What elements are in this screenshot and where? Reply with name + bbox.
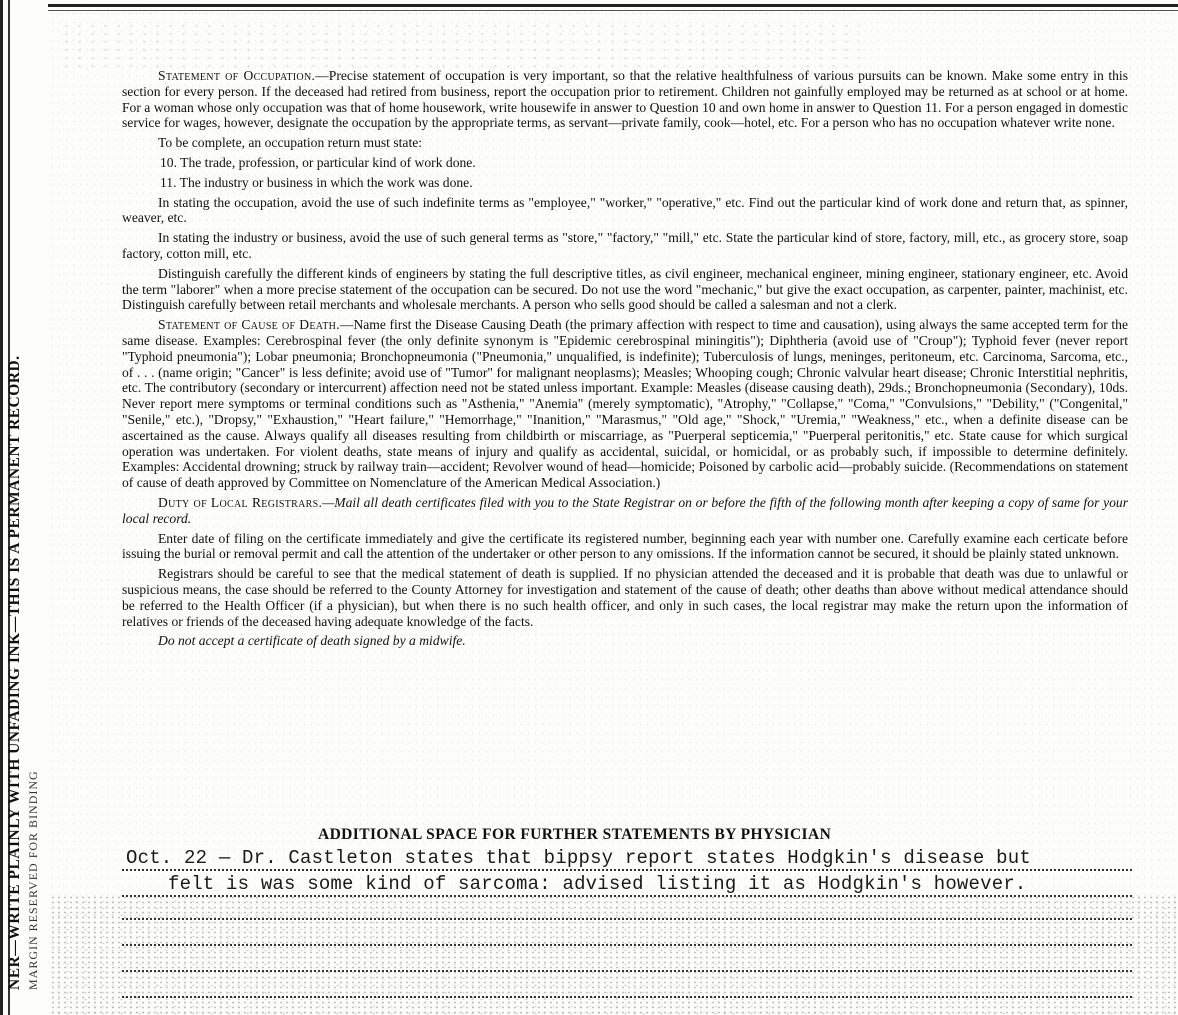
statement-rule-6 xyxy=(122,996,1132,998)
statement-rule-1 xyxy=(122,869,1132,871)
physician-section-heading: ADDITIONAL SPACE FOR FURTHER STATEMENTS BY PHYSICIAN xyxy=(318,826,832,843)
cause-heading: Statement of Cause of Death. xyxy=(158,317,340,333)
registrars-paragraph-1 xyxy=(122,495,1128,527)
scan-smudge xyxy=(60,22,860,67)
occupation-paragraph-4: In stating the industry or business, avoid the use of such general terms as "store," "factory," "mill," etc. State the particular kind of store, factory, mill, etc., as grocery store, soap factory, cotton mill, etc. xyxy=(122,230,1128,261)
occupation-paragraph-2: To be complete, an occupation return must state: xyxy=(158,135,423,151)
occupation-item-10: 10. The trade, profession, or particular kind of work done. xyxy=(160,154,476,170)
registrars-paragraph-3: Registrars should be careful to see that the medical statement of death is supplied. If no physician attended the deceased and it is probable that death was due to unlawful or suspicious means, the case should be referred to the County Attorney for investigation and statement of the cause of death; other deaths than above without medical attendance should be referred to the Health Officer (if a physician), but when there is no such health officer, and only in such cases, the local registrar may make the return upon the information of relatives or friends of the deceased having adequate knowledge of the facts. xyxy=(122,566,1128,629)
permanent-record-notice: NER—WRITE PLAINLY WITH UNFADING INK—THIS IS A PERMANENT RECORD. xyxy=(6,355,23,990)
registrars-paragraph-2: Enter date of filing on the certificate immediately and give the certificate its registered number, beginning each year with number one. Carefully examine each certicate before issuing the burial or removal permit and call the attention of the undertaker or other person to any omissions. If the information cannot be secured, it should be plainly stated unknown. xyxy=(122,530,1128,562)
registrars-heading: Duty of Local Registrars. xyxy=(158,494,323,510)
occupation-paragraph-3: In stating the occupation, avoid the use of such indefinite terms as "employee," "worker," "operative," etc. Find out the particular kind of work done and return that, as spinner, weaver, etc. xyxy=(122,194,1128,226)
cause-paragraph xyxy=(122,317,1128,491)
occupation-text-1: —Precise statement of occupation is very important, so that the relative healthfulness of various pursuits can be known. Make some entry in this section for every person. If the deceased had retired from business, report the occupation prior to retirement. Children not gainfully employed may be returned as at school or at home. For a woman whose only occupation was that of home housework, write housewife in answer to Question 10 and own home in answer to Question 11. For a person engaged in domestic service for wages, however, designate the occupation by the appropriate terms, as servant—private family, cook—hotel, etc. For a person who has no occupation whatever write none. xyxy=(122,68,1128,131)
instructions-body xyxy=(122,68,1128,653)
midwife-note xyxy=(122,633,1128,649)
registrars-text-1: —Mail all death certificates filed with you to the State Registrar on or before the fifth of the following month after keeping a copy of same for your local record. xyxy=(122,494,1128,526)
physician-statement-line-1: Oct. 22 — Dr. Castleton states that bippsy report states Hodgkin's disease but xyxy=(126,847,1031,869)
occupation-paragraph-5: Distinguish carefully the different kinds of engineers by stating the full descriptive titles, as civil engineer, mechanical engineer, mining engineer, stationary engineer, etc. Avoid the term "laborer" when a more precise statement of the occupation can be secured. Do not use the word "mechanic," but give the exact occupation, as carpenter, painter, machinist, etc. Distinguish carefully between retail merchants and wholesale merchants. A person who sells good should be called a salesman and not a clerk. xyxy=(122,265,1128,313)
statement-rule-2 xyxy=(122,895,1132,897)
statement-rule-5 xyxy=(122,970,1132,972)
occupation-heading: Statement of Occupation. xyxy=(158,68,316,83)
occupation-paragraph-1 xyxy=(122,68,1128,131)
top-border xyxy=(0,4,1178,7)
occupation-item-11: 11. The industry or business in which the work was done. xyxy=(160,174,473,190)
physician-statement-line-2: felt is was some kind of sarcoma: advised listing it as Hodgkin's however. xyxy=(168,873,1027,895)
statement-rule-3 xyxy=(122,918,1132,920)
statement-rule-4 xyxy=(122,944,1132,946)
cause-text: —Name first the Disease Causing Death (the primary affection with respect to time and causation), using always the same accepted term for the same disease. Examples: Cerebrospinal fever (the only definite synonym is "Epidemic cerebrospinal miningitis"); Diphtheria (avoid use of "Croup"); Typhoid fever (never report "Typhoid pneumonia"); Lobar pneumonia; Bronchopneumonia ("Pneumonia," unqualified, is indefinite); Tuberculosis of lungs, meninges, peritoneum, etc. Carcinoma, Sarcoma, etc., of . . . (name origin; "Cancer" is less definite; avoid use of "Tumor" for malignant neoplasms); Measles; Whooping cough; Chronic valvular heart disease; Chronic Interstitial nephritis, etc. The contributory (secondary or intercurrent) affection need not be stated unless important. Example: Measles (disease causing death), 29ds.; Bronchopneumonia (Secondary), 10ds. Never report mere symptoms or terminal conditions such as "Asthenia," "Anemia" (merely symptomatic), "Atrophy," "Collapse," "Coma," "Convulsions," "Debility," ("Congenital," "Senile," etc.), "Dropsy," "Exhaustion," "Heart failure," "Hemorrhage," "Inanition," "Marasmus," "Old age," "Shock," "Uremia," "Weakness," etc., when a definite disease can be ascertained as the cause. Always qualify all diseases resulting from childbirth or miscarriage, as "Puerperal septicemia," "Puerperal peritonitis," etc. State cause for which surgical operation was undertaken. For violent deaths, state means of injury and qualify as accidental, suicidal, or homicidal, or as probably such, if impossible to determine definitely. Examples: Accidental drowning; struck by railway train—accident; Revolver wound of head—homicide; Poisoned by carbolic acid—probably suicide. (Recommendations on statement of cause of death approved by Committee on Nomenclature of the American Medical Association.) xyxy=(122,317,1128,491)
top-border-thin xyxy=(0,10,1178,11)
binding-margin-label: MARGIN RESERVED FOR BINDING xyxy=(26,770,40,990)
midwife-note-text: Do not accept a certificate of death signed by a midwife. xyxy=(158,633,466,649)
